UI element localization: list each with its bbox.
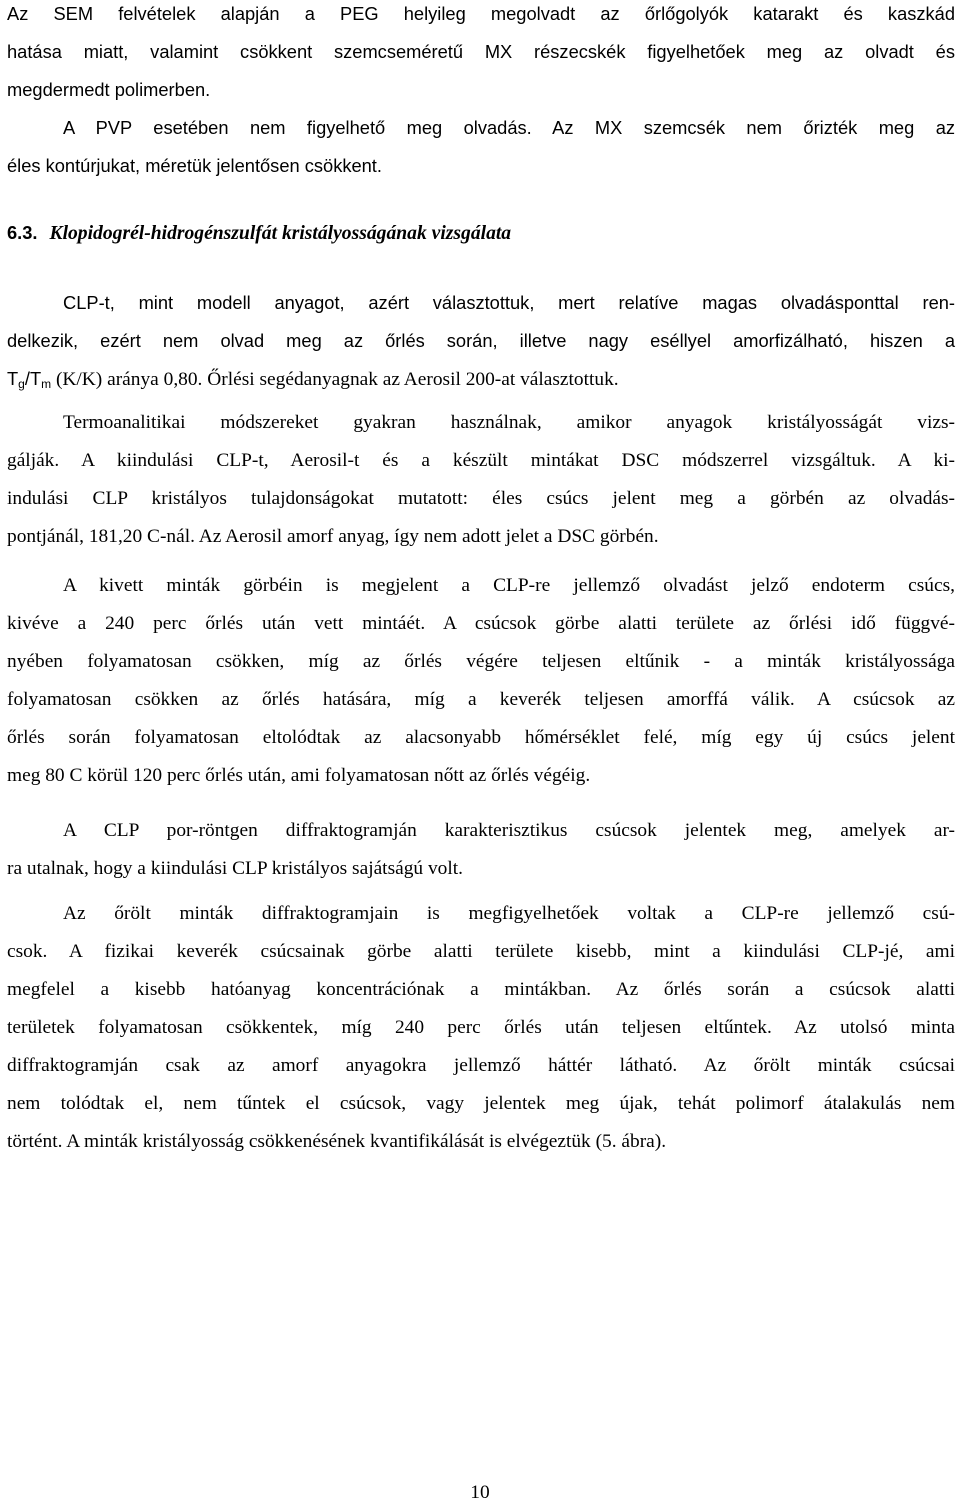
text-line: A CLP por-röntgen diffraktogramján karakterisztikus csúcsok jelentek meg, amelyek ar- [63,820,955,841]
text-line: A PVP esetében nem figyelhető meg olvadás. Az MX szemcsék nem őrizték meg az [63,117,955,138]
text-line: delkezik, ezért nem olvad meg az őrlés során, illetve nagy eséllyel amorfizálható, hiszen a [7,330,955,351]
text-rest: (K/K) aránya 0,80. Őrlési segédanyagnak az Aerosil 200-at választottuk. [51,369,619,390]
section-number: 6.3. [7,222,38,243]
text-line: megdermedt polimerben. [7,79,211,100]
text-line: Az őrölt minták diffraktogramjain is megfigyelhetőek voltak a CLP-re jellemző csú- [63,903,955,924]
subscript-m: m [41,377,52,391]
section-heading [7,222,511,245]
text-line: területek folyamatosan csökkentek, míg 240 perc őrlés után teljesen eltűntek. Az utolsó minta [7,1017,955,1038]
text-line: kivéve a 240 perc őrlés után vett mintáét. A csúcsok görbe alatti területe az őrlési idő függvé- [7,613,955,634]
text-line: indulási CLP kristályos tulajdonságokat mutatott: éles csúcs jelent meg a görbén az olvadás- [7,488,955,509]
text-line: CLP-t, mint modell anyagot, azért választottuk, mert relatíve magas olvadásponttal ren- [63,292,955,313]
text-line: megfelel a kisebb hatóanyag koncentrációnak a mintákban. Az őrlés során a csúcsok alatti [7,979,955,1000]
text-line: nyében folyamatosan csökken, míg az őrlés végére teljesen eltűnik - a minták kristályossága [7,651,955,672]
text-line: Termoanalitikai módszereket gyakran használnak, amikor anyagok kristályosságát vizs- [63,412,955,433]
paragraph-3 [7,567,955,795]
text-line: nem tolódtak el, nem tűntek el csúcsok, vagy jelentek meg újak, tehát polimorf átalakulás nem [7,1093,955,1114]
symbol-slash-t: /T [24,368,42,389]
paragraph-5 [7,895,955,1161]
text-line: gálják. A kiindulási CLP-t, Aerosil-t és a készült mintákat DSC módszerrel vizsgáltuk. A ki- [7,450,955,471]
section-title-part1: Klopidogrél- [49,223,151,244]
text-line: Az SEM felvételek alapján a PEG helyileg megolvadt az őrlőgolyók katarakt és kaszkád [7,3,955,24]
text-line: A kivett minták görbéin is megjelent a CLP-re jellemző olvadást jelző endoterm csúcs, [63,575,955,596]
text-line: meg 80 C körül 120 perc őrlés után, ami folyamatosan nőtt az őrlés végéig. [7,765,591,786]
paragraph-2 [7,404,955,556]
section-title-part2: hidrogénszulfát kristályosságának vizsgálata [150,223,512,244]
text-line: diffraktogramján csak az amorf anyagokra jellemző háttér látható. Az őrölt minták csúcsai [7,1055,955,1076]
paragraph-4 [7,812,955,888]
text-line: pontjánál, 181,20 C-nál. Az Aerosil amorf anyag, így nem adott jelet a DSC görbén. [7,526,659,547]
text-line: csok. A fizikai keverék csúcsainak görbe alatti területe kisebb, mint a kiindulási CLP-jé, ami [7,941,955,962]
text-line [7,360,955,398]
paragraph-1 [7,284,955,398]
text-line: ra utalnak, hogy a kiindulási CLP kristályos sajátságú volt. [7,858,463,879]
subscript-g: g [18,377,25,391]
text-line: hatása miatt, valamint csökkent szemcseméretű MX részecskék figyelhetőek meg az olvadt és [7,41,955,62]
text-line: éles kontúrjukat, méretük jelentősen csökkent. [7,155,382,176]
text-line: őrlés során folyamatosan eltolódtak az alacsonyabb hőmérséklet felé, míg egy új csúcs jelent [7,727,955,748]
symbol-t: T [7,368,19,389]
text-line: történt. A minták kristályosság csökkenésének kvantifikálását is elvégeztük (5. ábra). [7,1131,667,1152]
page-number: 10 [470,1482,490,1503]
intro-paragraph [7,0,955,185]
text-line: folyamatosan csökken az őrlés hatására, míg a keverék teljesen amorffá válik. A csúcsok az [7,689,955,710]
